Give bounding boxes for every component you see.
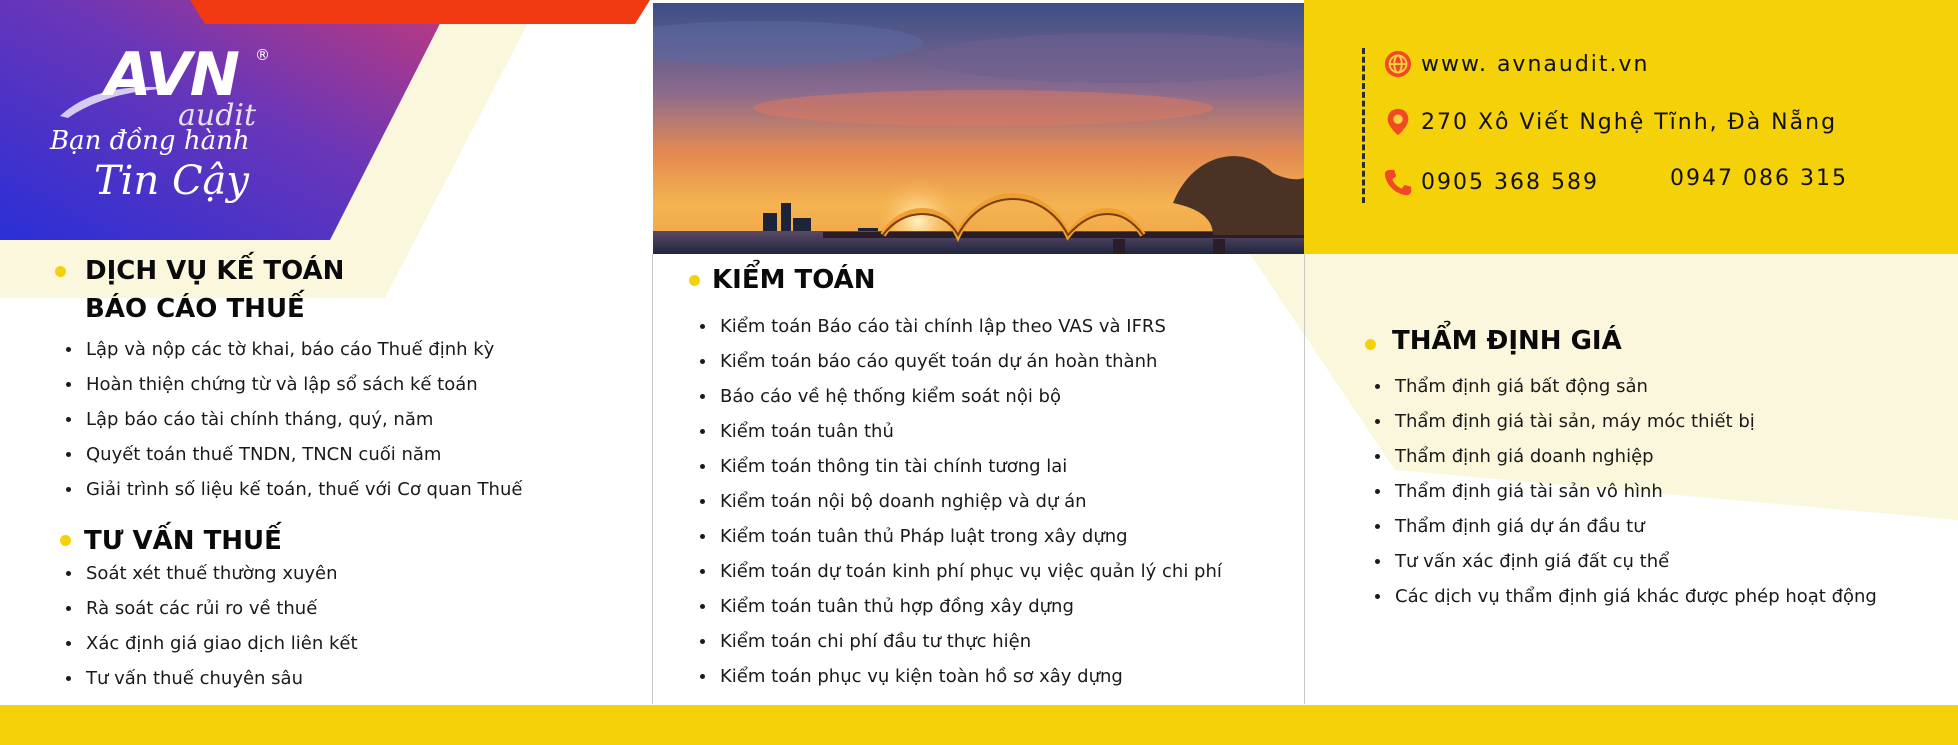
phone2-text: 0947 086 315 bbox=[1670, 166, 1848, 191]
list-item: Thẩm định giá bất động sản bbox=[1373, 369, 1877, 404]
globe-icon bbox=[1383, 48, 1413, 80]
phone1-text: 0905 368 589 bbox=[1421, 169, 1599, 195]
list-item: Báo cáo về hệ thống kiểm soát nội bộ bbox=[698, 379, 1222, 414]
accounting-bullet-dot bbox=[55, 266, 66, 277]
list-item: Kiểm toán phục vụ kiện toàn hồ sơ xây dựng bbox=[698, 659, 1222, 694]
list-item: Thẩm định giá dự án đầu tư bbox=[1373, 509, 1877, 544]
list-item: Rà soát các rủi ro về thuế bbox=[64, 591, 358, 626]
list-item: Thẩm định giá doanh nghiệp bbox=[1373, 439, 1877, 474]
audit-bullet-dot bbox=[689, 275, 700, 286]
list-item: Tư vấn xác định giá đất cụ thể bbox=[1373, 544, 1877, 579]
valuation-heading: THẨM ĐỊNH GIÁ bbox=[1392, 326, 1622, 356]
address-text: 270 Xô Viết Nghệ Tĩnh, Đà Nẵng bbox=[1421, 109, 1838, 135]
phone-icon bbox=[1383, 166, 1413, 198]
avn-audit-logo bbox=[50, 40, 280, 220]
registered-mark: ® bbox=[255, 46, 270, 64]
list-item: Thẩm định giá tài sản, máy móc thiết bị bbox=[1373, 404, 1877, 439]
list-item: Kiểm toán báo cáo quyết toán dự án hoàn thành bbox=[698, 344, 1222, 379]
slogan-line1: Bạn đồng hành bbox=[50, 126, 250, 156]
accounting-title-line1: DỊCH VỤ KẾ TOÁN bbox=[85, 256, 345, 286]
bottom-yellow-bar bbox=[0, 705, 1958, 745]
accounting-heading bbox=[85, 252, 344, 328]
list-item: Tư vấn thuế chuyên sâu bbox=[64, 661, 358, 696]
list-item: Quyết toán thuế TNDN, TNCN cuối năm bbox=[64, 437, 522, 472]
audit-service-list bbox=[698, 309, 1222, 694]
valuation-bullet-dot bbox=[1365, 339, 1376, 350]
contact-phone-2[interactable] bbox=[1670, 166, 1848, 191]
dragon-bridge-photo bbox=[653, 3, 1304, 254]
list-item: Hoàn thiện chứng từ và lập sổ sách kế toán bbox=[64, 367, 522, 402]
audit-heading: KIỂM TOÁN bbox=[712, 265, 876, 295]
list-item: Kiểm toán thông tin tài chính tương lai bbox=[698, 449, 1222, 484]
logo-avn-text: AVN bbox=[105, 40, 239, 110]
list-item: Kiểm toán nội bộ doanh nghiệp và dự án bbox=[698, 484, 1222, 519]
slogan-line2: Tin Cậy bbox=[94, 158, 249, 204]
column-divider-right bbox=[1304, 254, 1305, 704]
column-divider-left bbox=[652, 254, 653, 704]
list-item: Các dịch vụ thẩm định giá khác được phép hoạt động bbox=[1373, 579, 1877, 614]
list-item: Xác định giá giao dịch liên kết bbox=[64, 626, 358, 661]
list-item: Kiểm toán tuân thủ hợp đồng xây dựng bbox=[698, 589, 1222, 624]
contact-address bbox=[1383, 106, 1837, 138]
valuation-service-list bbox=[1373, 369, 1877, 614]
list-item: Soát xét thuế thường xuyên bbox=[64, 556, 358, 591]
list-item: Kiểm toán dự toán kinh phí phục vụ việc quản lý chi phí bbox=[698, 554, 1222, 589]
list-item: Thẩm định giá tài sản vô hình bbox=[1373, 474, 1877, 509]
list-item: Kiểm toán Báo cáo tài chính lập theo VAS và IFRS bbox=[698, 309, 1222, 344]
list-item: Kiểm toán tuân thủ Pháp luật trong xây dựng bbox=[698, 519, 1222, 554]
contact-phone-1[interactable] bbox=[1383, 166, 1599, 198]
list-item: Giải trình số liệu kế toán, thuế với Cơ quan Thuế bbox=[64, 472, 522, 507]
top-red-bar bbox=[190, 0, 650, 24]
list-item: Lập báo cáo tài chính tháng, quý, năm bbox=[64, 402, 522, 437]
list-item: Lập và nộp các tờ khai, báo cáo Thuế định kỳ bbox=[64, 332, 522, 367]
tax-heading: TƯ VẤN THUẾ bbox=[84, 526, 282, 556]
contact-website[interactable] bbox=[1383, 48, 1649, 80]
accounting-service-list bbox=[64, 332, 522, 507]
list-item: Kiểm toán chi phí đầu tư thực hiện bbox=[698, 624, 1222, 659]
list-item: Kiểm toán tuân thủ bbox=[698, 414, 1222, 449]
website-text: www. avnaudit.vn bbox=[1421, 51, 1650, 77]
tax-service-list bbox=[64, 556, 358, 696]
accounting-title-line2: BÁO CÁO THUẾ bbox=[85, 294, 305, 324]
logo-audit-text: audit bbox=[178, 98, 257, 133]
tax-bullet-dot bbox=[60, 535, 71, 546]
contact-dashed-divider bbox=[1362, 48, 1365, 203]
location-pin-icon bbox=[1383, 106, 1413, 138]
